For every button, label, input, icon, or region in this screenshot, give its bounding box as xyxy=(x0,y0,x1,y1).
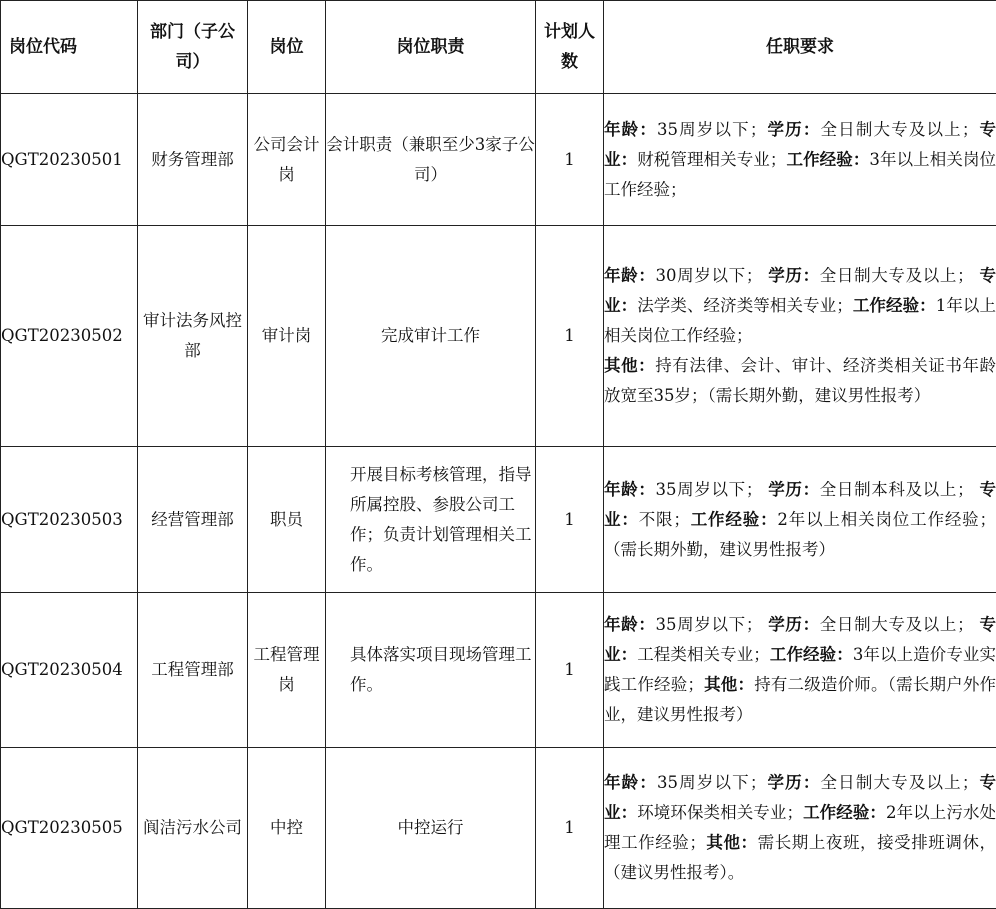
req-label: 工作经验： xyxy=(690,510,778,529)
duty: 中控运行 xyxy=(326,748,536,909)
header-post: 岗位 xyxy=(248,1,326,94)
position: 公司会计岗 xyxy=(248,94,326,226)
req-text: 全日制大专及以上； xyxy=(821,120,979,139)
table-row xyxy=(1,226,996,447)
req-text: 35周岁以下； xyxy=(656,480,769,499)
req-text: 财税管理相关专业； xyxy=(637,150,786,169)
req-text: 35周岁以下； xyxy=(656,615,769,634)
requirements xyxy=(604,447,996,593)
req-label: 年龄： xyxy=(604,480,656,499)
duty: 开展目标考核管理，指导所属控股、参股公司工作；负责计划管理相关工作。 xyxy=(326,447,536,593)
req-label: 学历： xyxy=(768,615,820,634)
position: 工程管理岗 xyxy=(248,593,326,748)
header-code: 岗位代码 xyxy=(1,1,138,94)
req-label: 专业： xyxy=(604,480,996,529)
req-label: 专业： xyxy=(604,266,996,315)
req-text: 3年以上相关岗位工作经验； xyxy=(604,150,996,199)
req-text: 全日制本科及以上； xyxy=(820,480,980,499)
header-req: 任职要求 xyxy=(604,1,996,94)
position-code: QGT20230504 xyxy=(1,593,138,748)
table-row xyxy=(1,94,996,226)
department: 财务管理部 xyxy=(138,94,248,226)
header-duty: 岗位职责 xyxy=(326,1,536,94)
table-row xyxy=(1,447,996,593)
req-label: 其他： xyxy=(704,675,754,694)
requirements xyxy=(604,94,996,226)
req-text: 持有法律、会计、审计、经济类相关证书年龄放宽至35岁；（需长期外勤，建议男性报考） xyxy=(604,356,996,405)
req-label: 学历： xyxy=(766,120,820,139)
requirements xyxy=(604,748,996,909)
req-label: 专业： xyxy=(604,120,996,169)
req-label: 工作经验： xyxy=(786,150,869,169)
req-text: 持有二级造价师。（需长期户外作业，建议男性报考） xyxy=(604,675,996,724)
req-label: 工作经验： xyxy=(803,803,886,822)
department: 审计法务风控部 xyxy=(138,226,248,447)
req-text: 全日制大专及以上； xyxy=(821,773,979,792)
req-label: 年龄： xyxy=(604,120,657,139)
planned-count: 1 xyxy=(536,447,604,593)
req-label: 其他： xyxy=(706,833,758,852)
position: 中控 xyxy=(248,748,326,909)
req-text: 工程类相关专业； xyxy=(637,645,770,664)
req-label: 专业： xyxy=(604,615,996,664)
header-dept: 部门（子公司） xyxy=(138,1,248,94)
req-text: 法学类、经济类等相关专业； xyxy=(637,296,853,315)
header-count: 计划人数 xyxy=(536,1,604,94)
req-text: 环境环保类相关专业； xyxy=(637,803,803,822)
position: 审计岗 xyxy=(248,226,326,447)
requirements xyxy=(604,593,996,748)
req-label: 其他： xyxy=(604,356,655,375)
req-label: 年龄： xyxy=(604,266,656,285)
req-text: 全日制大专及以上； xyxy=(820,615,980,634)
position-code: QGT20230502 xyxy=(1,226,138,447)
req-text: 2年以上污水处理工作经验； xyxy=(604,803,996,852)
header-row xyxy=(1,1,996,94)
table-row xyxy=(1,593,996,748)
req-label: 学历： xyxy=(766,773,820,792)
req-text: 3年以上造价专业实践工作经验； xyxy=(604,645,996,694)
req-text: 35周岁以下； xyxy=(657,120,766,139)
planned-count: 1 xyxy=(536,94,604,226)
position: 职员 xyxy=(248,447,326,593)
req-label: 年龄： xyxy=(604,773,657,792)
req-text: 35周岁以下； xyxy=(657,773,766,792)
req-label: 工作经验： xyxy=(770,645,853,664)
position-code: QGT20230501 xyxy=(1,94,138,226)
department: 阆洁污水公司 xyxy=(138,748,248,909)
req-label: 年龄： xyxy=(604,615,656,634)
req-text: 1年以上相关岗位工作经验； xyxy=(604,296,996,345)
duty: 完成审计工作 xyxy=(326,226,536,447)
planned-count: 1 xyxy=(536,226,604,447)
req-text: 不限； xyxy=(639,510,690,529)
table-row xyxy=(1,748,996,909)
req-label: 学历： xyxy=(768,266,820,285)
planned-count: 1 xyxy=(536,748,604,909)
position-code: QGT20230503 xyxy=(1,447,138,593)
department: 经营管理部 xyxy=(138,447,248,593)
req-label: 学历： xyxy=(768,480,820,499)
req-text: 2年以上相关岗位工作经验；（需长期外勤，建议男性报考） xyxy=(604,510,996,559)
req-label: 工作经验： xyxy=(853,296,936,315)
req-text: 30周岁以下； xyxy=(656,266,769,285)
req-text: 全日制大专及以上； xyxy=(820,266,980,285)
req-label: 专业： xyxy=(604,773,996,822)
duty: 具体落实项目现场管理工作。 xyxy=(326,593,536,748)
department: 工程管理部 xyxy=(138,593,248,748)
planned-count: 1 xyxy=(536,593,604,748)
duty: 会计职责（兼职至少3家子公司） xyxy=(326,94,536,226)
req-text: 需长期上夜班，接受排班调休，（建议男性报考）。 xyxy=(604,833,996,882)
position-code: QGT20230505 xyxy=(1,748,138,909)
requirements xyxy=(604,226,996,447)
